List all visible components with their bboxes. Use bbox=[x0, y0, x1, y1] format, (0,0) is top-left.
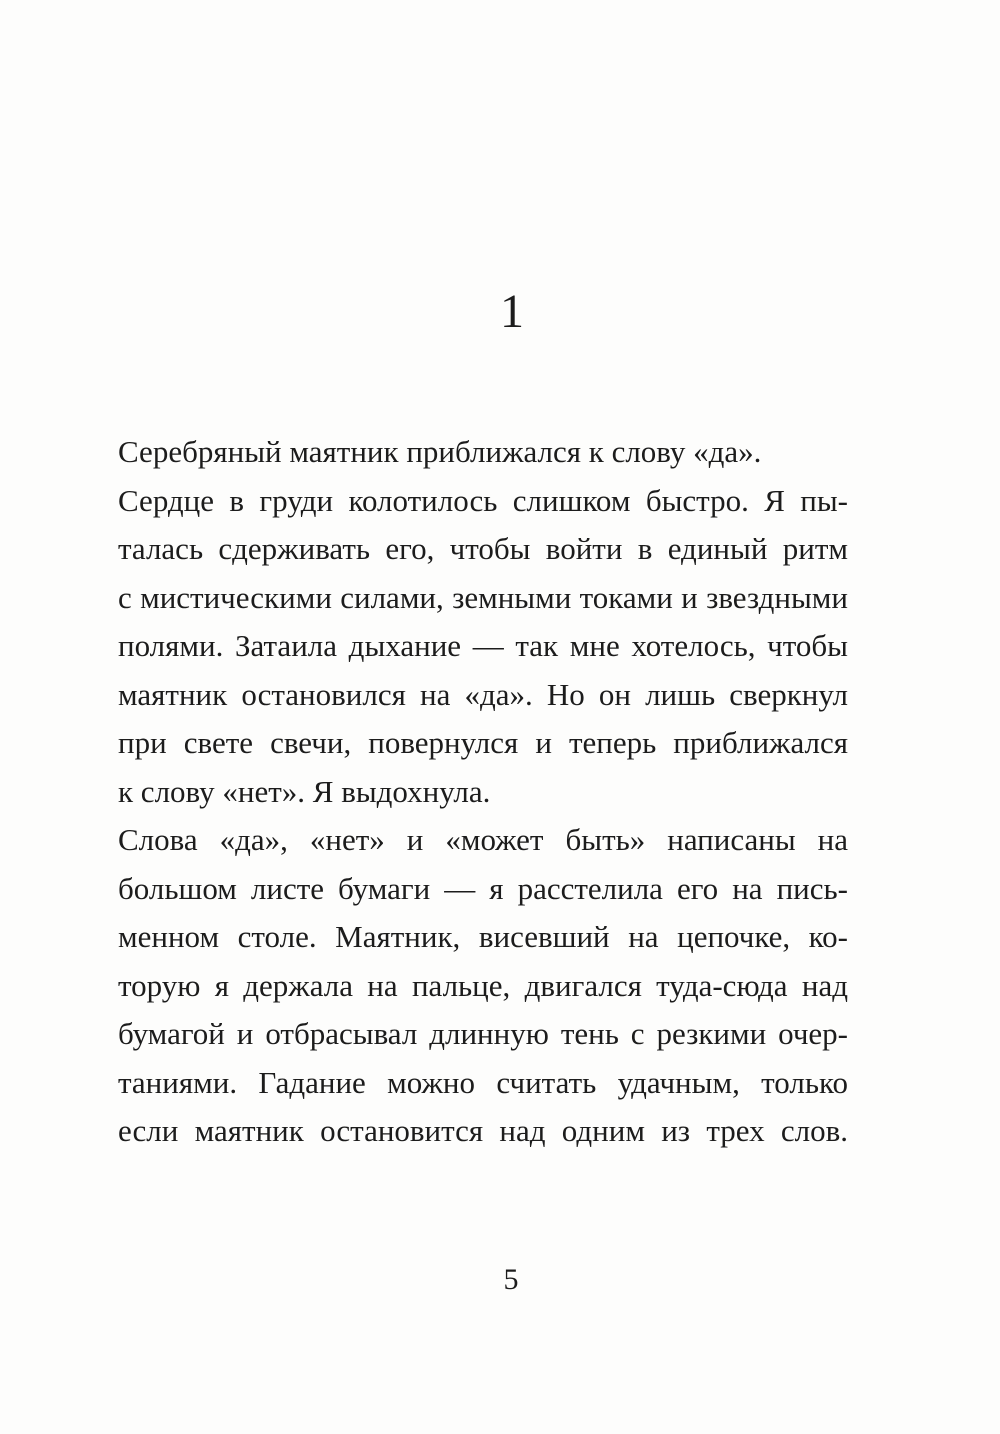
paragraph-3-line-5: бумагой и отбрасывал длинную тень с резкими очер- bbox=[118, 1016, 848, 1051]
paragraph-2-line-4: полями. Затаила дыхание — так мне хотелось, чтобы bbox=[118, 628, 848, 663]
paragraph-3-line-4: торую я держала на пальце, двигался туда-сюда над bbox=[118, 967, 848, 1003]
paragraph-1-line-1: Серебряный маятник приближался к слову «да». bbox=[118, 434, 762, 469]
paragraph-3-line-3: менном столе. Маятник, висевший на цепочке, ко- bbox=[118, 919, 848, 954]
chapter-text bbox=[118, 428, 848, 1156]
paragraph-3-line-2: большом листе бумаги — я расстелила его на пись- bbox=[118, 870, 848, 906]
paragraph-2-line-1: Сердце в груди колотилось слишком быстро. Я пы- bbox=[118, 482, 848, 518]
paragraph-3-line-7: если маятник остановится над одним из трех слов. bbox=[118, 1113, 848, 1148]
paragraph-2-line-7: к слову «нет». Я выдохнула. bbox=[118, 773, 491, 809]
page-number: 5 bbox=[503, 1263, 519, 1296]
paragraph-2-line-2: талась сдерживать его, чтобы войти в единый ритм bbox=[118, 531, 848, 566]
paragraph-3-line-6: таниями. Гадание можно считать удачным, только bbox=[118, 1064, 848, 1100]
paragraph-2-line-3: с мистическими силами, земными токами и звездными bbox=[118, 579, 848, 615]
paragraph-2-line-6: при свете свечи, повернулся и теперь приближался bbox=[118, 725, 848, 760]
chapter-number: 1 bbox=[500, 285, 524, 338]
paragraph-3-line-1: Слова «да», «нет» и «может быть» написаны на bbox=[118, 822, 848, 857]
paragraph-2-line-5: маятник остановился на «да». Но он лишь сверкнул bbox=[118, 676, 848, 712]
